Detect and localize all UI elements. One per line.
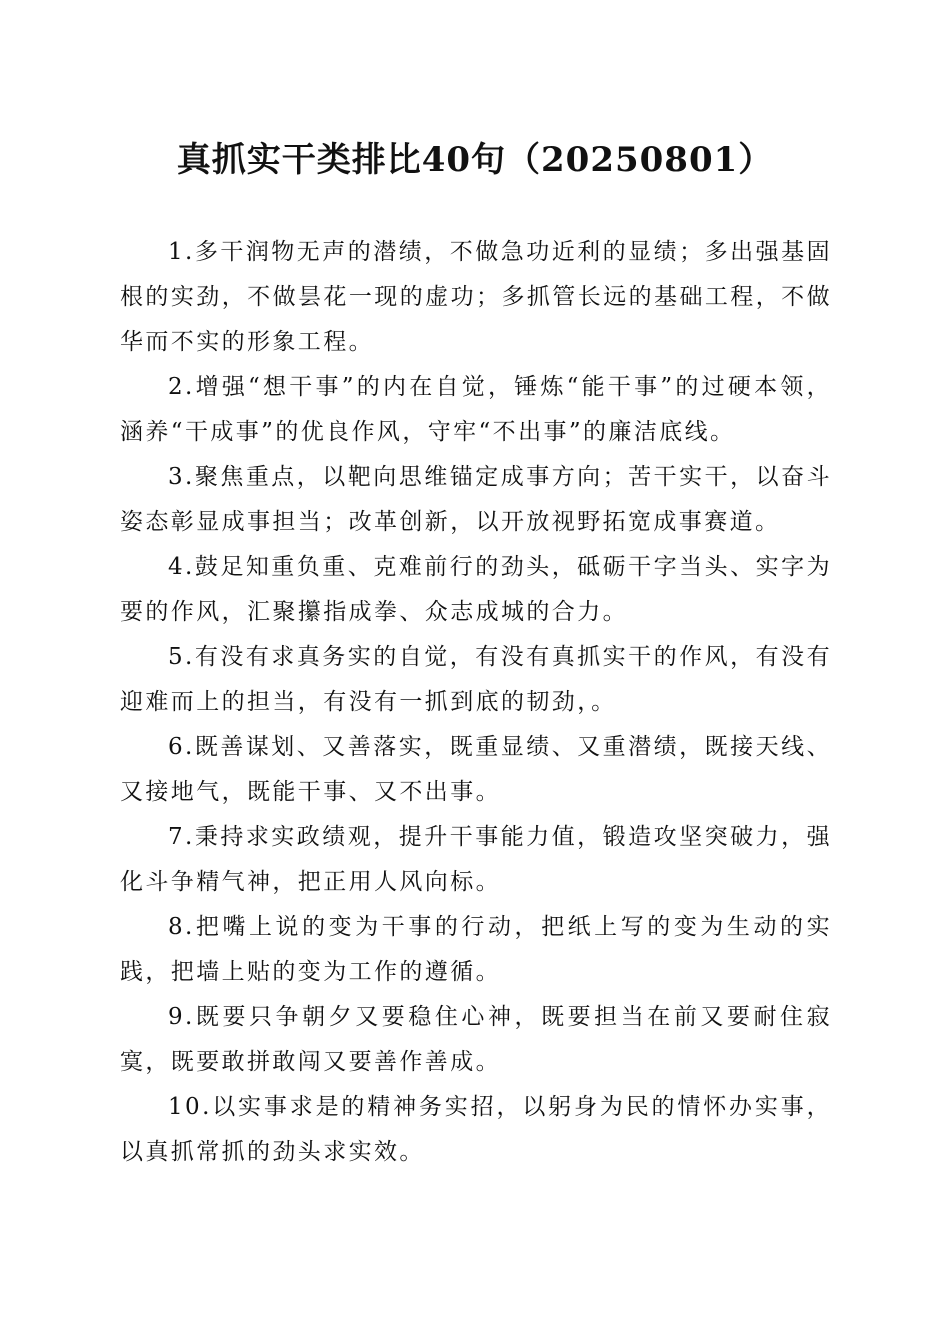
paragraph-3: 3.聚焦重点，以靶向思维锚定成事方向；苦干实干，以奋斗姿态彰显成事担当；改革创新，以开放视野拓宽成事赛道。 [120, 464, 832, 535]
paragraph-8: 8.把嘴上说的变为干事的行动，把纸上写的变为生动的实践，把墙上贴的变为工作的遵循。 [120, 914, 832, 985]
paragraph-9: 9.既要只争朝夕又要稳住心神，既要担当在前又要耐住寂寞，既要敢拼敢闯又要善作善成。 [120, 1004, 832, 1075]
document-title: 真抓实干类排比40句（20250801） [176, 140, 774, 180]
paragraph-7: 7.秉持求实政绩观，提升干事能力值，锻造攻坚突破力，强化斗争精气神，把正用人风向标。 [120, 824, 832, 895]
document-body [120, 230, 832, 1175]
paragraph-1: 1.多干润物无声的潜绩，不做急功近利的显绩；多出强基固根的实劲，不做昙花一现的虚功；多抓管长远的基础工程，不做华而不实的形象工程。 [120, 239, 832, 355]
paragraph-5: 5.有没有求真务实的自觉，有没有真抓实干的作风，有没有迎难而上的担当，有没有一抓到底的韧劲，。 [120, 644, 832, 715]
paragraph-2: 2.增强“想干事”的内在自觉，锤炼“能干事”的过硬本领，涵养“干成事”的优良作风，守牢“不出事”的廉洁底线。 [120, 374, 832, 445]
paragraph-6: 6.既善谋划、又善落实，既重显绩、又重潜绩，既接天线、又接地气，既能干事、又不出事。 [120, 734, 832, 805]
paragraph-4: 4.鼓足知重负重、克难前行的劲头，砥砺干字当头、实字为要的作风，汇聚攥指成拳、众志成城的合力。 [120, 554, 832, 625]
paragraph-10: 10.以实事求是的精神务实招，以躬身为民的情怀办实事，以真抓常抓的劲头求实效。 [120, 1094, 832, 1165]
